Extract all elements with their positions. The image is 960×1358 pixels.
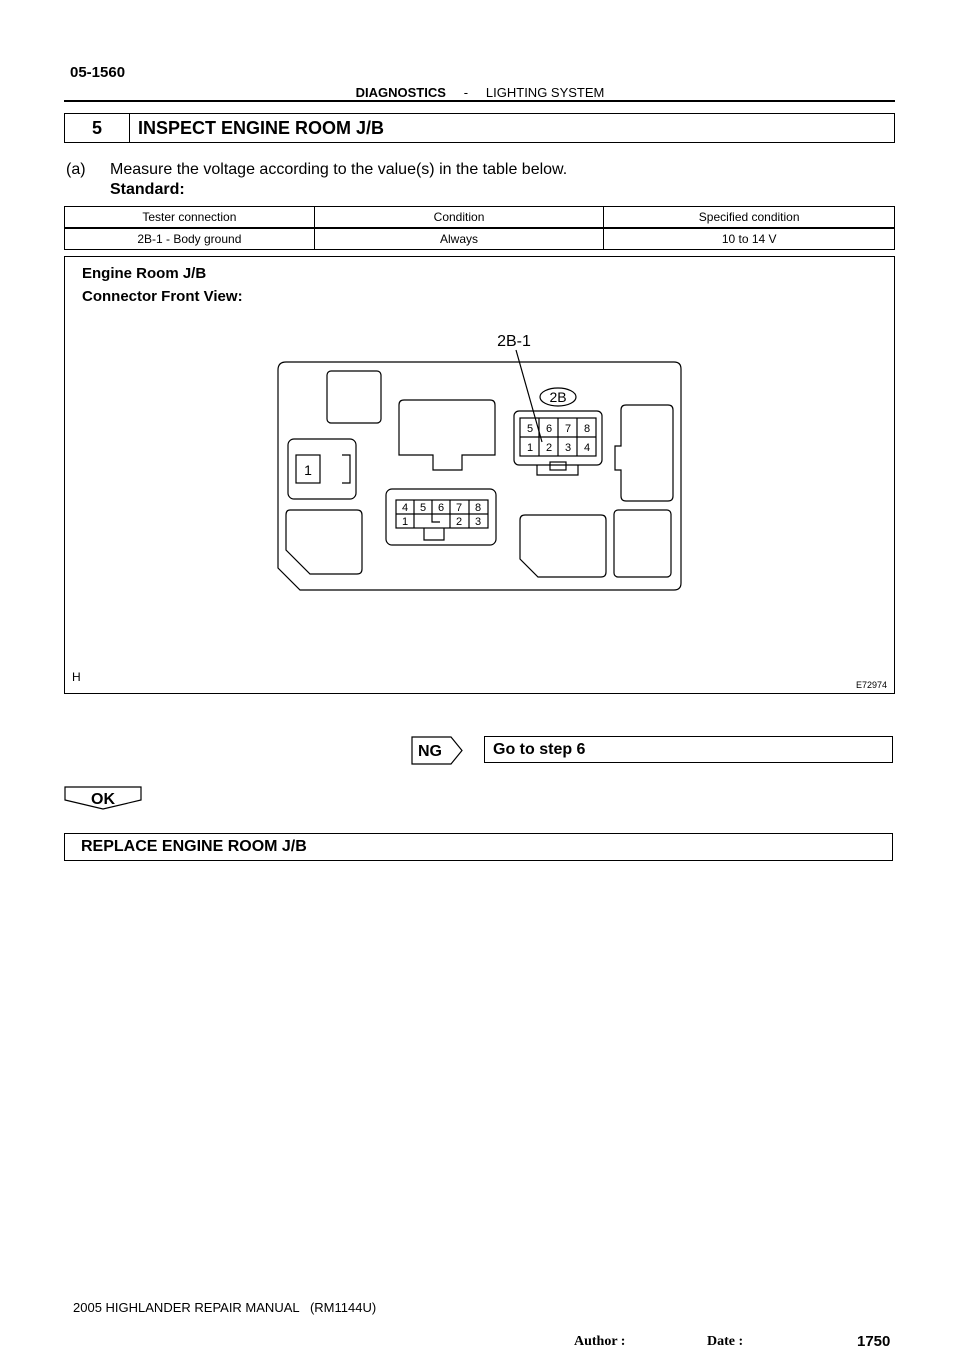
- page-number: 05-1560: [70, 64, 126, 81]
- pin-label: 4: [401, 502, 409, 514]
- pin-label: 1: [526, 442, 534, 454]
- jb-block: [327, 371, 381, 423]
- jb-block: [399, 400, 495, 470]
- jb-block: [614, 510, 671, 577]
- footer-author-label: Author :: [574, 1334, 626, 1349]
- table-cell: Always: [314, 228, 604, 250]
- pin-label: 2: [545, 442, 553, 454]
- callout-label: 2B-1: [497, 333, 531, 350]
- footer-page-number: 1750: [857, 1333, 891, 1350]
- pin-label: 2: [455, 516, 463, 528]
- pin-label: 4: [583, 442, 591, 454]
- header-section: DIAGNOSTICS: [355, 85, 446, 100]
- diagram-sublabel: Connector Front View:: [82, 288, 243, 305]
- pin-label: 3: [564, 442, 572, 454]
- table-header-cell: Tester connection: [65, 207, 315, 229]
- ok-arrow-tag: [64, 786, 142, 810]
- instruction-label: (a): [66, 161, 86, 178]
- ng-action-box: Go to step 6: [484, 736, 893, 763]
- pin-label: 7: [564, 423, 572, 435]
- jb-block: [286, 510, 362, 574]
- header-subsection: LIGHTING SYSTEM: [485, 85, 605, 100]
- footer-manual-title: 2005 HIGHLANDER REPAIR MANUAL (RM1144U): [73, 1300, 377, 1315]
- connector-1-latch: [342, 455, 350, 483]
- step-title: INSPECT ENGINE ROOM J/B: [138, 117, 385, 138]
- jb-block: [520, 515, 606, 577]
- figure-corner-mark: H: [72, 670, 81, 684]
- header-separator: -: [463, 85, 469, 100]
- ok-action-box: REPLACE ENGINE ROOM J/B: [64, 833, 893, 861]
- pin-label: 5: [526, 423, 534, 435]
- figure-code: E72974: [856, 680, 888, 690]
- diagram-label: Engine Room J/B: [82, 265, 207, 282]
- step-number: 5: [65, 114, 130, 142]
- pin-label: 1: [401, 516, 409, 528]
- pin-label: 6: [437, 502, 445, 514]
- connector-1-housing: [288, 439, 356, 499]
- ok-label: OK: [91, 791, 115, 808]
- ng-label: NG: [418, 743, 442, 760]
- jb-block: [615, 405, 673, 501]
- table-cell: 2B-1 - Body ground: [65, 228, 315, 250]
- connector-2b-label: 2B: [549, 389, 567, 405]
- pin-label: 1: [304, 462, 312, 478]
- pin-label: 8: [474, 502, 482, 514]
- standard-label: Standard:: [110, 181, 185, 198]
- footer-date-label: Date :: [707, 1334, 744, 1349]
- pin-label: 8: [583, 423, 591, 435]
- pin-label: 5: [419, 502, 427, 514]
- pin-label: 6: [545, 423, 553, 435]
- table-cell: 10 to 14 V: [604, 228, 895, 250]
- instruction-text: Measure the voltage according to the value(s) in the table below.: [110, 161, 568, 178]
- table-header-cell: Condition: [314, 207, 604, 229]
- pin-label: 7: [455, 502, 463, 514]
- pin-label: 3: [474, 516, 482, 528]
- ng-arrow-tag: [411, 736, 463, 765]
- table-header-cell: Specified condition: [604, 207, 895, 229]
